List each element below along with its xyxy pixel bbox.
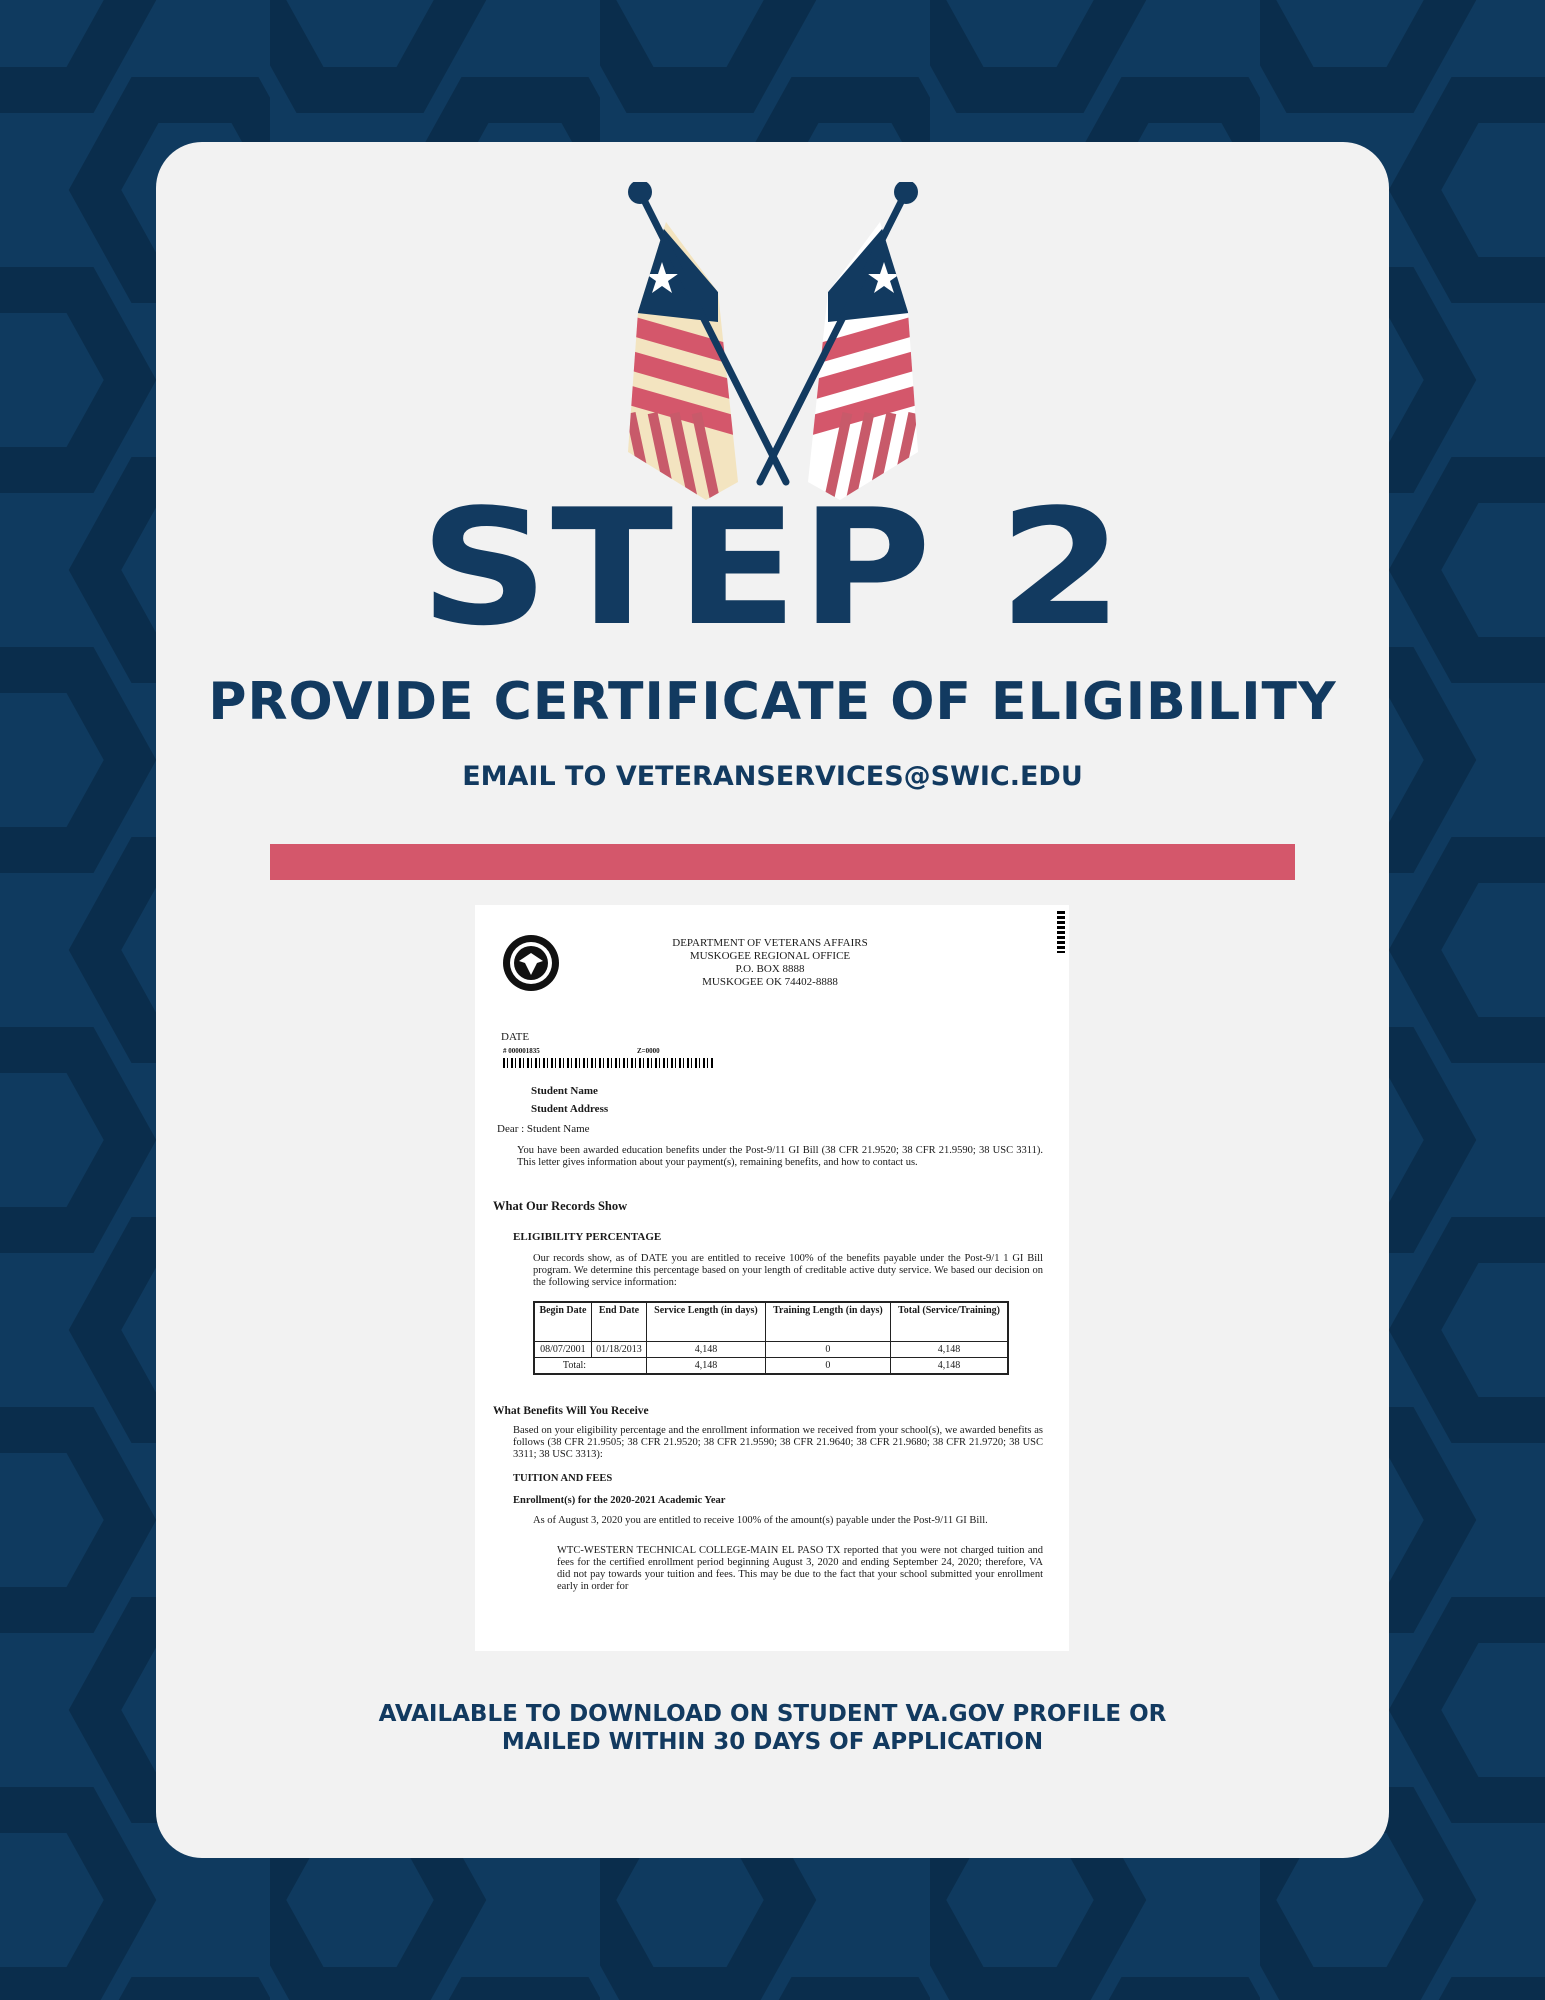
footer-line: MAILED WITHIN 30 DAYS OF APPLICATION: [501, 1729, 1044, 1755]
step-title: STEP 2: [419, 474, 1126, 661]
file-number: # 000001835: [503, 1047, 540, 1055]
school-paragraph: WTC-WESTERN TECHNICAL COLLEGE-MAIN EL PASO TX reported that you were not charged tuition and fees for the certified enrollment period beginning August 3, 2020 and ending September 24, 2020; therefore, VA did not pay towards your tuition and fees. This may be due to the fact that your school submitted your enrollment early in order for: [557, 1545, 1043, 1592]
table-header: Service Length (in days): [647, 1302, 766, 1342]
table-cell: 01/18/2013: [591, 1342, 646, 1358]
table-total-label: Total:: [534, 1358, 647, 1375]
table-cell: 08/07/2001: [534, 1342, 591, 1358]
student-name: Student Name: [531, 1085, 598, 1097]
salutation: Dear : Student Name: [497, 1123, 590, 1135]
agency-line: MUSKOGEE OK 74402-8888: [702, 976, 838, 988]
eligibility-heading: ELIGIBILITY PERCENTAGE: [513, 1231, 662, 1243]
certificate-of-eligibility-sample: [475, 905, 1069, 1651]
availability-note: [156, 1700, 1389, 1756]
table-row: [534, 1342, 1008, 1358]
intro-paragraph: You have been awarded education benefits under the Post-9/11 GI Bill (38 CFR 21.9520; 38 CFR 21.9590; 38 USC 3311). This letter gives information about your payment(s), remaining benefits, and how to contact us.: [517, 1145, 1043, 1168]
tuition-heading: TUITION AND FEES: [513, 1473, 613, 1484]
service-table: [533, 1301, 1009, 1375]
enrollment-heading: Enrollment(s) for the 2020-2021 Academic Year: [513, 1495, 726, 1506]
agency-line: P.O. BOX 8888: [735, 963, 805, 975]
agency-line: DEPARTMENT OF VETERANS AFFAIRS: [672, 937, 868, 949]
table-header: Training Length (in days): [765, 1302, 890, 1342]
table-total-row: [534, 1358, 1008, 1375]
footer-line: AVAILABLE TO DOWNLOAD ON STUDENT VA.GOV PROFILE OR: [378, 1701, 1167, 1727]
table-cell: 0: [765, 1342, 890, 1358]
table-cell: 4,148: [891, 1358, 1008, 1375]
postal-barcode: [503, 1058, 715, 1068]
va-seal-icon: [501, 933, 561, 993]
subtitle: PROVIDE CERTIFICATE OF ELIGIBILITY: [208, 672, 1337, 732]
agency-address: [615, 937, 925, 989]
file-code: Z=0000: [637, 1047, 660, 1055]
agency-line: MUSKOGEE REGIONAL OFFICE: [689, 950, 851, 962]
table-cell: 4,148: [647, 1342, 766, 1358]
benefits-paragraph: Based on your eligibility percentage and the enrollment information we received from your school(s), we awarded benefits as follows (38 CFR 21.9505; 38 CFR 21.9520; 38 CFR 21.9590; 38 CFR 21.9640; 38 CFR 21.9680; 38 CFR 21.9720; 38 USC 3311; 38 USC 3313):: [513, 1425, 1043, 1460]
table-cell: 4,148: [647, 1358, 766, 1375]
crossed-american-flags-icon: [618, 182, 928, 504]
table-cell: 4,148: [891, 1342, 1008, 1358]
records-heading: What Our Records Show: [493, 1199, 628, 1213]
student-address: Student Address: [531, 1103, 609, 1115]
table-header: Total (Service/Training): [891, 1302, 1008, 1342]
side-barcode: [1057, 911, 1065, 953]
accent-divider: [270, 844, 1295, 880]
table-header: Begin Date: [534, 1302, 591, 1342]
table-cell: 0: [765, 1358, 890, 1375]
table-header: End Date: [591, 1302, 646, 1342]
enrollment-paragraph: As of August 3, 2020 you are entitled to receive 100% of the amount(s) payable under the Post-9/11 GI Bill.: [533, 1515, 988, 1526]
letter-date: DATE: [501, 1031, 530, 1043]
eligibility-paragraph: Our records show, as of DATE you are entitled to receive 100% of the benefits payable under the Post-9/1 1 GI Bill program. We determine this percentage based on your length of creditable active duty service. We based our decision on the following service information:: [533, 1253, 1043, 1288]
email-instruction: EMAIL TO VETERANSERVICES@SWIC.EDU: [462, 761, 1083, 792]
benefits-heading: What Benefits Will You Receive: [493, 1405, 649, 1417]
